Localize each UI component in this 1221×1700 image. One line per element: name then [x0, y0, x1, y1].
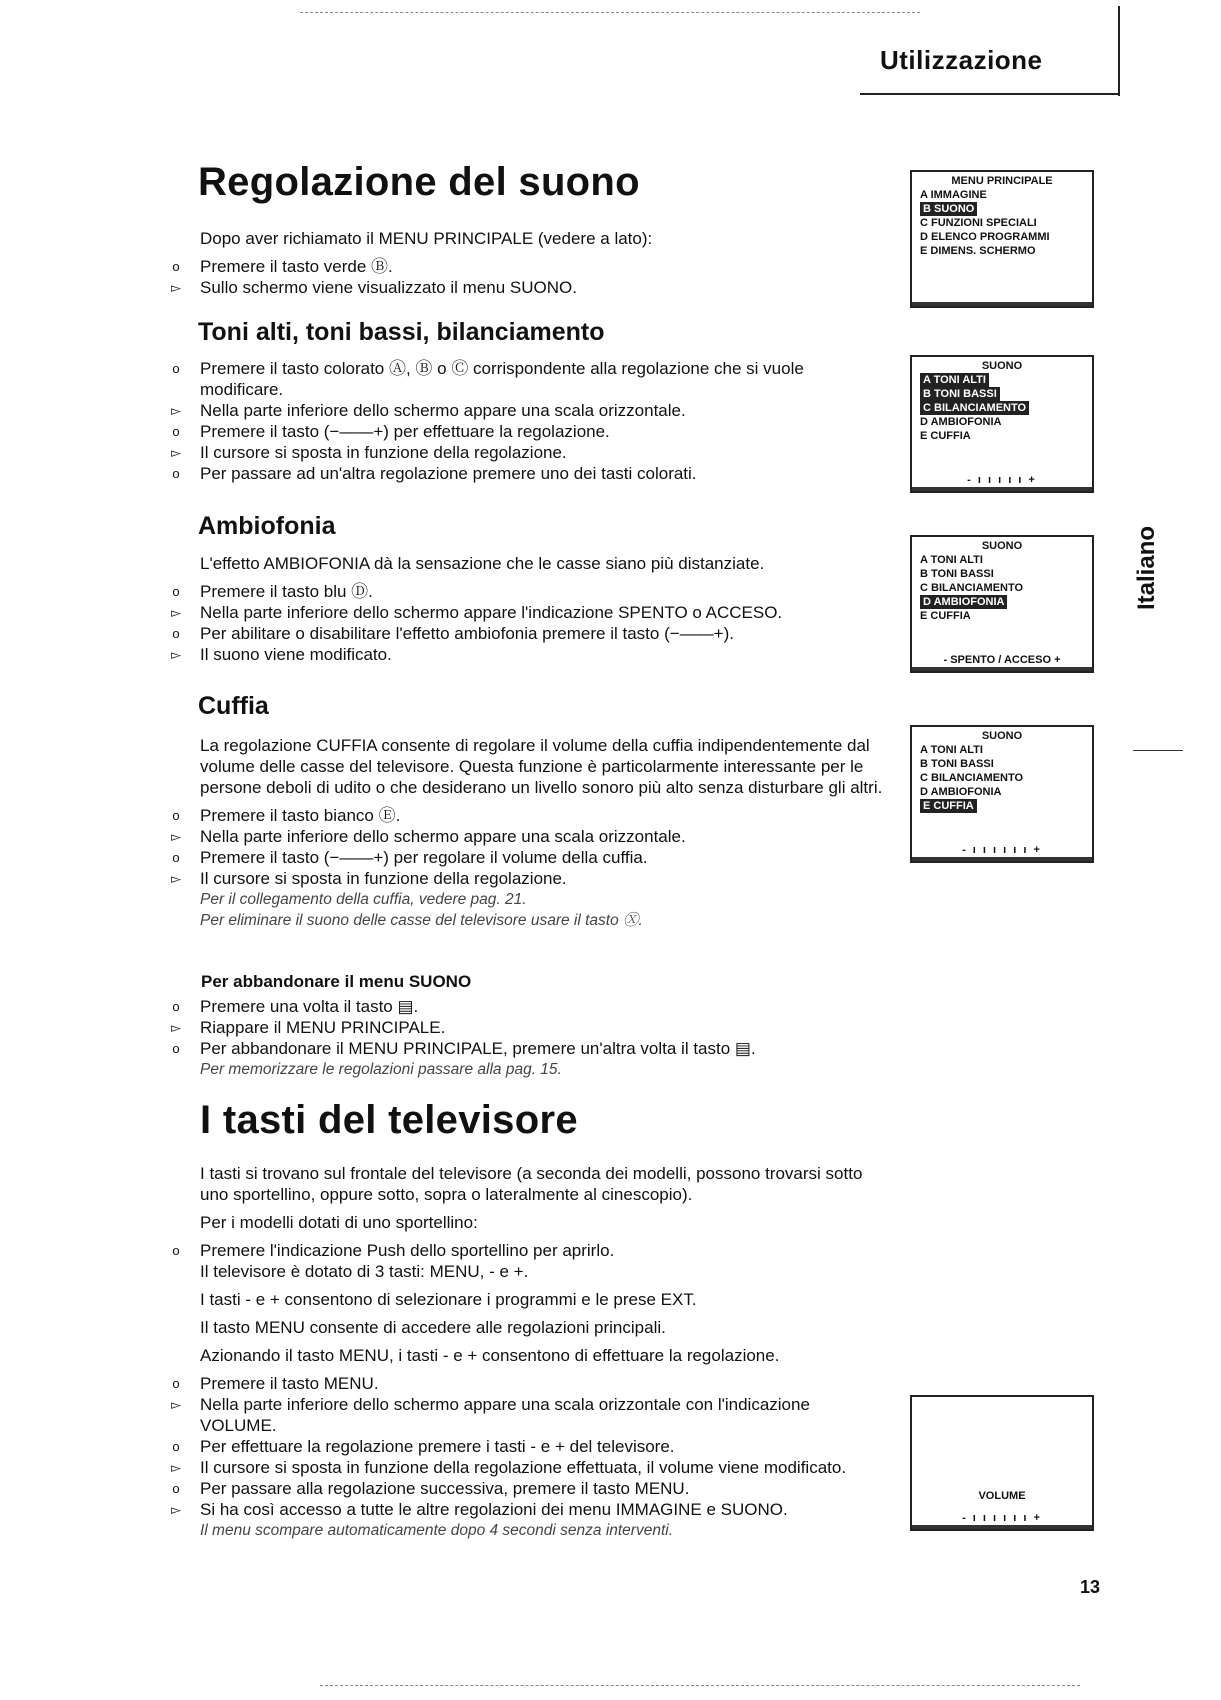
line-text: Premere il tasto blu Ⓓ. — [200, 582, 373, 601]
line-text: Il cursore si sposta in funzione della regolazione. — [200, 443, 567, 462]
text-line — [171, 1394, 883, 1436]
text-line — [172, 996, 883, 1017]
screen-noise — [912, 487, 1092, 491]
screen-onoff: - SPENTO / ACCESO + — [943, 654, 1061, 666]
line-text: Nella parte inferiore dello schermo appare una scala orizzontale. — [200, 401, 686, 420]
text-line — [172, 805, 883, 826]
screen-item: C BILANCIAMENTO — [920, 582, 1024, 594]
step-bullet-icon: o — [172, 626, 180, 641]
text-line — [172, 463, 883, 484]
screen-scale: - ı ı ı ı ı + — [967, 474, 1037, 486]
screen-volume — [910, 1395, 1094, 1531]
line-text: Si ha così accesso a tutte le altre regolazioni dei menu IMMAGINE e SUONO. — [200, 1500, 788, 1519]
text-line — [172, 1436, 883, 1457]
exit-steps — [171, 996, 883, 1080]
screen-item-selected: D AMBIOFONIA — [920, 595, 1007, 609]
screen-suono-cuffia — [910, 725, 1094, 863]
screen-volume-label: VOLUME — [978, 1490, 1026, 1502]
header-rule-vertical — [1118, 6, 1120, 96]
line-text: Il tasto MENU consente di accedere alle regolazioni principali. — [200, 1318, 666, 1337]
text-line — [172, 1240, 883, 1261]
text-line — [183, 1261, 883, 1282]
text-line — [171, 644, 883, 665]
line-text: Premere l'indicazione Push dello sportellino per aprirlo. — [200, 1241, 615, 1260]
screen-item: C FUNZIONI SPECIALI — [920, 217, 1037, 229]
step-bullet-icon: o — [172, 999, 180, 1014]
text-line — [171, 826, 883, 847]
text-line — [171, 868, 883, 889]
text-line — [171, 1499, 883, 1520]
exit-heading: Per abbandonare il menu SUONO — [201, 972, 472, 991]
italic-note: Il menu scompare automaticamente dopo 4 secondi senza interventi. — [200, 1522, 674, 1539]
line-text: Per passare alla regolazione successiva, premere il tasto MENU. — [200, 1479, 690, 1498]
screen-item: D AMBIOFONIA — [920, 416, 1002, 428]
ambio-steps — [171, 553, 883, 665]
cuffia-steps — [171, 735, 883, 931]
sound-intro — [171, 228, 883, 298]
italic-note: Per eliminare il suono delle casse del televisore usare il tasto Ⓧ. — [200, 912, 643, 929]
screen-item: D ELENCO PROGRAMMI — [920, 231, 1050, 243]
line-text: I tasti si trovano sul frontale del televisore (a seconda dei modelli, possono trovarsi sotto uno sportellino, oppure sotto, sopra o lateralmente al cinescopio). — [200, 1164, 863, 1204]
text-line — [172, 421, 883, 442]
result-arrow-icon: ▻ — [171, 1020, 181, 1035]
screen-suono-ambiofonia — [910, 535, 1094, 673]
line-text: L'effetto AMBIOFONIA dà la sensazione che le casse siano più distanziate. — [200, 554, 765, 573]
line-text: Premere il tasto bianco Ⓔ. — [200, 806, 401, 825]
keys-steps — [171, 1163, 883, 1541]
result-arrow-icon: ▻ — [171, 871, 181, 886]
text-line — [183, 1212, 883, 1233]
step-bullet-icon: o — [172, 361, 180, 376]
screen-scale: - ı ı ı ı ı ı + — [962, 1512, 1042, 1524]
text-line — [172, 1038, 883, 1059]
line-text: Dopo aver richiamato il MENU PRINCIPALE (vedere a lato): — [200, 229, 653, 248]
result-arrow-icon: ▻ — [171, 1460, 181, 1475]
side-rule — [1133, 750, 1183, 751]
screen-item: E CUFFIA — [920, 610, 971, 622]
step-bullet-icon: o — [172, 1481, 180, 1496]
screen-item: D AMBIOFONIA — [920, 786, 1002, 798]
text-line — [183, 735, 883, 798]
italic-note: Per il collegamento della cuffia, vedere pag. 21. — [200, 891, 527, 908]
screen-title: SUONO — [981, 540, 1023, 552]
line-text: Nella parte inferiore dello schermo appare una scala orizzontale con l'indicazione VOLUME. — [200, 1395, 810, 1435]
text-line — [172, 1373, 883, 1394]
scan-noise-bottom — [320, 1685, 1080, 1687]
step-bullet-icon: o — [172, 424, 180, 439]
result-arrow-icon: ▻ — [171, 829, 181, 844]
line-text: Il televisore è dotato di 3 tasti: MENU, - e +. — [200, 1262, 529, 1281]
language-side-label: Italiano — [1133, 525, 1160, 610]
step-bullet-icon: o — [172, 466, 180, 481]
text-line — [183, 1345, 883, 1366]
line-text: Azionando il tasto MENU, i tasti - e + consentono di effettuare la regolazione. — [200, 1346, 780, 1365]
step-bullet-icon: o — [172, 1243, 180, 1258]
text-line — [172, 623, 883, 644]
step-bullet-icon: o — [172, 1041, 180, 1056]
line-text: Il cursore si sposta in funzione della regolazione effettuata, il volume viene modificato. — [200, 1458, 847, 1477]
page-title: Regolazione del suono — [198, 160, 640, 204]
text-line — [171, 602, 883, 623]
line-text: I tasti - e + consentono di selezionare i programmi e le prese EXT. — [200, 1290, 697, 1309]
section-header: Utilizzazione — [880, 45, 1043, 75]
toni-steps — [171, 358, 883, 484]
text-line — [172, 847, 883, 868]
screen-item: C BILANCIAMENTO — [920, 772, 1024, 784]
result-arrow-icon: ▻ — [171, 605, 181, 620]
screen-menu-principale — [910, 170, 1094, 308]
screen-scale: - ı ı ı ı ı ı + — [962, 844, 1042, 856]
line-text: Sullo schermo viene visualizzato il menu SUONO. — [200, 278, 577, 297]
screen-item: E DIMENS. SCHERMO — [920, 245, 1036, 257]
line-text: Nella parte inferiore dello schermo appare l'indicazione SPENTO o ACCESO. — [200, 603, 783, 622]
screen-item: E CUFFIA — [920, 430, 971, 442]
result-arrow-icon: ▻ — [171, 1502, 181, 1517]
line-text: Per abbandonare il MENU PRINCIPALE, premere un'altra volta il tasto ▤. — [200, 1039, 756, 1058]
line-text: Premere una volta il tasto ▤. — [200, 997, 419, 1016]
screen-item: B TONI BASSI — [920, 758, 994, 770]
screen-item-selected: B TONI BASSI — [920, 387, 1000, 401]
line-text: Premere il tasto colorato Ⓐ, Ⓑ o Ⓒ corrispondente alla regolazione che si vuole modificare. — [200, 359, 804, 399]
text-line — [172, 1478, 883, 1499]
step-bullet-icon: o — [172, 584, 180, 599]
screen-title: MENU PRINCIPALE — [951, 175, 1053, 187]
italic-note: Per memorizzare le regolazioni passare alla pag. 15. — [200, 1061, 562, 1078]
text-line — [171, 442, 883, 463]
line-text: Per effettuare la regolazione premere i tasti - e + del televisore. — [200, 1437, 675, 1456]
screen-item: B TONI BASSI — [920, 568, 994, 580]
step-bullet-icon: o — [172, 1376, 180, 1391]
text-line — [171, 1017, 883, 1038]
line-text: Premere il tasto verde Ⓑ. — [200, 257, 393, 276]
screen-item-selected: B SUONO — [920, 202, 977, 216]
result-arrow-icon: ▻ — [171, 1397, 181, 1412]
keys-title: I tasti del televisore — [200, 1098, 578, 1142]
scan-noise-top — [300, 12, 920, 14]
step-bullet-icon: o — [172, 850, 180, 865]
text-line — [172, 581, 883, 602]
screen-noise — [912, 667, 1092, 671]
text-line — [183, 1163, 883, 1205]
line-text: Per i modelli dotati di uno sportellino: — [200, 1213, 478, 1232]
screen-title: SUONO — [981, 360, 1023, 372]
line-text: Per passare ad un'altra regolazione premere uno dei tasti colorati. — [200, 464, 697, 483]
line-text: Il suono viene modificato. — [200, 645, 392, 664]
line-text: Il cursore si sposta in funzione della regolazione. — [200, 869, 567, 888]
text-line — [171, 1457, 883, 1478]
screen-item-selected: A TONI ALTI — [920, 373, 989, 387]
text-line — [172, 358, 883, 400]
screen-suono-toni — [910, 355, 1094, 493]
line-text: Premere il tasto (−——+) per regolare il volume della cuffia. — [200, 848, 648, 867]
step-bullet-icon: o — [172, 1439, 180, 1454]
text-line — [183, 1289, 883, 1310]
screen-noise — [912, 302, 1092, 306]
screen-item: A TONI ALTI — [920, 554, 983, 566]
line-text: Premere il tasto MENU. — [200, 1374, 379, 1393]
text-line — [171, 277, 883, 298]
result-arrow-icon: ▻ — [171, 280, 181, 295]
screen-noise — [912, 857, 1092, 861]
step-bullet-icon: o — [172, 808, 180, 823]
toni-heading: Toni alti, toni bassi, bilanciamento — [198, 318, 605, 346]
line-text: Nella parte inferiore dello schermo appare una scala orizzontale. — [200, 827, 686, 846]
screen-item-selected: C BILANCIAMENTO — [920, 401, 1029, 415]
page-number: 13 — [1080, 1577, 1101, 1597]
line-text: La regolazione CUFFIA consente di regolare il volume della cuffia indipendentemente dal volume delle casse del televisore. Questa funzione è particolarmente interessante per le persone deboli di udito o che desiderano un livello sonoro più alto senza disturbare gli altri. — [200, 736, 883, 797]
cuffia-heading: Cuffia — [198, 692, 269, 720]
text-line — [183, 553, 883, 574]
screen-item: A IMMAGINE — [920, 189, 987, 201]
header-rule — [860, 93, 1120, 95]
line-text: Per abilitare o disabilitare l'effetto ambiofonia premere il tasto (−——+). — [200, 624, 734, 643]
result-arrow-icon: ▻ — [171, 445, 181, 460]
text-line — [183, 1317, 883, 1338]
text-line — [183, 228, 883, 249]
step-bullet-icon: o — [172, 259, 180, 274]
line-text: Riappare il MENU PRINCIPALE. — [200, 1018, 446, 1037]
ambio-heading: Ambiofonia — [198, 512, 336, 540]
text-line — [171, 400, 883, 421]
result-arrow-icon: ▻ — [171, 403, 181, 418]
text-line — [172, 256, 883, 277]
result-arrow-icon: ▻ — [171, 647, 181, 662]
screen-title: SUONO — [981, 730, 1023, 742]
line-text: Premere il tasto (−——+) per effettuare la regolazione. — [200, 422, 610, 441]
screen-item-selected: E CUFFIA — [920, 799, 977, 813]
screen-item: A TONI ALTI — [920, 744, 983, 756]
screen-noise — [912, 1525, 1092, 1529]
